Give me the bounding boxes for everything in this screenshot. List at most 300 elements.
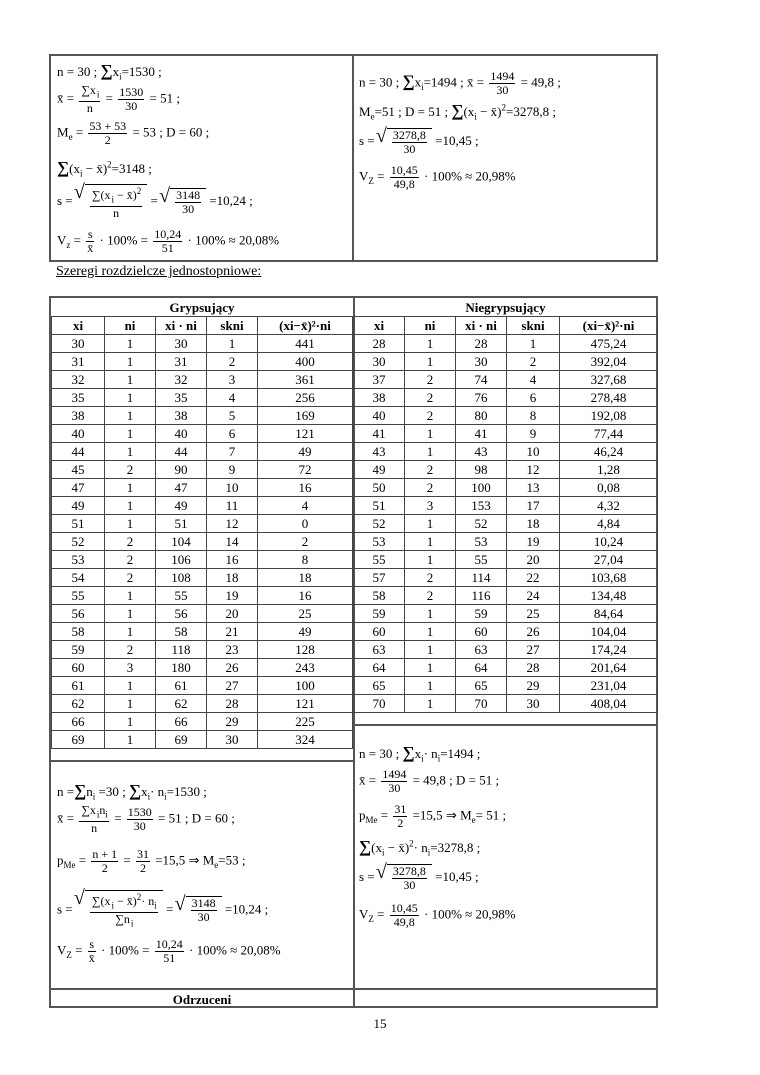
table-cell: 2 xyxy=(507,353,560,371)
table-cell: 1 xyxy=(105,425,156,443)
table-cell: 22 xyxy=(507,569,560,587)
table-cell: 26 xyxy=(207,659,258,677)
table-cell: 69 xyxy=(156,731,207,749)
table-cell: 1 xyxy=(405,551,456,569)
table-cell: 169 xyxy=(258,407,353,425)
table-cell: 104 xyxy=(156,533,207,551)
table-cell: 30 xyxy=(507,695,560,713)
table-cell: 69 xyxy=(52,731,105,749)
table-cell: 1 xyxy=(105,371,156,389)
table-cell: 63 xyxy=(354,641,405,659)
table-cell: 20 xyxy=(507,551,560,569)
sum-symbol-icon: ∑ xyxy=(402,71,415,91)
table-cell: 65 xyxy=(456,677,507,695)
table-cell: 2 xyxy=(405,389,456,407)
table-cell: 28 xyxy=(456,335,507,353)
table-cell: 118 xyxy=(156,641,207,659)
table-cell: 19 xyxy=(507,533,560,551)
table-cell: 1 xyxy=(105,479,156,497)
table-cell: 35 xyxy=(52,389,105,407)
table-cell: 4 xyxy=(507,371,560,389)
table-cell: 56 xyxy=(52,605,105,623)
table-cell: 327,68 xyxy=(560,371,658,389)
table-cell: 30 xyxy=(156,335,207,353)
table-cell: 55 xyxy=(156,587,207,605)
table-cell: 1 xyxy=(105,605,156,623)
table-cell: 51 xyxy=(52,515,105,533)
table-row xyxy=(52,533,353,551)
table-cell: 392,04 xyxy=(560,353,658,371)
table-cell: 2 xyxy=(405,569,456,587)
table-cell: 2 xyxy=(405,479,456,497)
table-cell: 18 xyxy=(507,515,560,533)
table-header-row xyxy=(52,317,353,335)
table-cell: 4 xyxy=(258,497,353,515)
table-cell: 174,24 xyxy=(560,641,658,659)
col-header: ni xyxy=(405,317,456,335)
table-cell: 1 xyxy=(207,335,258,353)
table-cell: 3 xyxy=(207,371,258,389)
table-cell: 2 xyxy=(405,461,456,479)
table-cell: 32 xyxy=(52,371,105,389)
table-cell: 121 xyxy=(258,695,353,713)
table-cell: 256 xyxy=(258,389,353,407)
table-cell: 29 xyxy=(207,713,258,731)
table-row xyxy=(354,425,658,443)
table-cell: 62 xyxy=(52,695,105,713)
sum-symbol-icon: ∑ xyxy=(100,61,113,80)
table-cell: 55 xyxy=(52,587,105,605)
table-row xyxy=(354,551,658,569)
summary-box xyxy=(49,54,658,262)
table-cell: 475,24 xyxy=(560,335,658,353)
table-cell: 55 xyxy=(354,551,405,569)
table-cell: 56 xyxy=(156,605,207,623)
table-row xyxy=(52,425,353,443)
table-cell: 49 xyxy=(52,497,105,515)
table-cell: 6 xyxy=(507,389,560,407)
col-header: skni xyxy=(207,317,258,335)
table-cell: 30 xyxy=(52,335,105,353)
right-table xyxy=(353,316,658,713)
table-row xyxy=(52,641,353,659)
table-cell: 400 xyxy=(258,353,353,371)
table-cell: 11 xyxy=(207,497,258,515)
table-cell: 53 xyxy=(52,551,105,569)
sum-symbol-icon: ∑ xyxy=(451,101,464,120)
sum-symbol-icon: ∑ xyxy=(57,158,70,177)
formula-median-right: $M_e=51$ ; D = 51 ; $\sum(x_i$ − x̄)$^2$=3278,8 ; xyxy=(359,101,556,122)
table-row xyxy=(52,551,353,569)
table-cell: 40 xyxy=(354,407,405,425)
table-cell: 2 xyxy=(405,587,456,605)
table-cell: 10,24 xyxy=(560,533,658,551)
table-cell: 38 xyxy=(156,407,207,425)
table-cell: 114 xyxy=(456,569,507,587)
table-cell: 108 xyxy=(156,569,207,587)
table-cell: 43 xyxy=(354,443,405,461)
table-cell: 49 xyxy=(258,443,353,461)
table-cell: 18 xyxy=(258,569,353,587)
table-cell: 1 xyxy=(405,641,456,659)
table-cell: 104,04 xyxy=(560,623,658,641)
table-cell: 1 xyxy=(105,353,156,371)
table-cell: 2 xyxy=(105,551,156,569)
table-cell: 46,24 xyxy=(560,443,658,461)
formula-variation-left: $V_z$ = $\frac{s}{x̄}$ · 100% = $\frac{10,24}{51}$ · 100% ≈ 20,08% xyxy=(57,227,280,255)
left-table xyxy=(51,316,353,749)
table-cell: 13 xyxy=(507,479,560,497)
table-cell: 0,08 xyxy=(560,479,658,497)
table-cell: 28 xyxy=(507,659,560,677)
table-header-row xyxy=(354,317,658,335)
formula-median-left: $M_e$ = $\frac{53 + 53}{2}$ = 53 ; D = 60 ; xyxy=(57,119,210,147)
table-cell: 27,04 xyxy=(560,551,658,569)
table-row xyxy=(354,659,658,677)
table-row xyxy=(52,407,353,425)
table-cell: 441 xyxy=(258,335,353,353)
table-row xyxy=(52,713,353,731)
table-row xyxy=(52,569,353,587)
table-cell: 1 xyxy=(405,533,456,551)
table-cell: 58 xyxy=(354,587,405,605)
table-cell: 10 xyxy=(207,479,258,497)
table-cell: 278,48 xyxy=(560,389,658,407)
col-header: ni xyxy=(105,317,156,335)
table-row xyxy=(52,335,353,353)
table-cell: 8 xyxy=(258,551,353,569)
table-cell: 5 xyxy=(207,407,258,425)
table-cell: 70 xyxy=(456,695,507,713)
table-cell: 55 xyxy=(456,551,507,569)
table-cell: 128 xyxy=(258,641,353,659)
table-cell: 59 xyxy=(354,605,405,623)
table-row xyxy=(354,569,658,587)
table-row xyxy=(354,605,658,623)
table-cell: 32 xyxy=(156,371,207,389)
table-cell: 1 xyxy=(405,353,456,371)
table-cell: 1 xyxy=(405,515,456,533)
table-cell: 30 xyxy=(354,353,405,371)
table-row xyxy=(354,641,658,659)
table-cell: 1 xyxy=(105,623,156,641)
table-cell: 192,08 xyxy=(560,407,658,425)
table-row xyxy=(354,497,658,515)
table-cell: 1 xyxy=(105,443,156,461)
table-cell: 58 xyxy=(156,623,207,641)
table-cell: 1 xyxy=(105,515,156,533)
table-cell: 2 xyxy=(105,533,156,551)
formula-n-sum-left: n = 30 ; $\sum x_i=1530$ ; xyxy=(57,61,162,82)
table-cell: 60 xyxy=(354,623,405,641)
table-cell: 44 xyxy=(156,443,207,461)
table-cell: 70 xyxy=(354,695,405,713)
table-cell: 49 xyxy=(156,497,207,515)
column-divider xyxy=(352,56,354,260)
table-cell: 53 xyxy=(456,533,507,551)
table-row xyxy=(354,695,658,713)
formula-pme-left: $p_{Me}$ = $\frac{n + 1}{2}$ = $\frac{31}{2}$ =15,5 ⇒ $M_e=53$ ; xyxy=(57,847,246,875)
table-row xyxy=(354,371,658,389)
table-row xyxy=(354,479,658,497)
sum-symbol-icon: ∑ xyxy=(359,837,372,856)
table-cell: 23 xyxy=(207,641,258,659)
table-cell: 225 xyxy=(258,713,353,731)
table-cell: 76 xyxy=(456,389,507,407)
table-cell: 324 xyxy=(258,731,353,749)
table-cell: 1 xyxy=(405,695,456,713)
table-row xyxy=(354,443,658,461)
table-cell: 40 xyxy=(52,425,105,443)
table-cell: 180 xyxy=(156,659,207,677)
formula-stddev-br: s = √ $\frac{3278,8}{30}$ =10,45 ; xyxy=(359,864,479,892)
table-cell: 84,64 xyxy=(560,605,658,623)
table-cell: 64 xyxy=(456,659,507,677)
table-cell: 31 xyxy=(52,353,105,371)
table-cell: 60 xyxy=(52,659,105,677)
table-row xyxy=(52,497,353,515)
table-cell: 44 xyxy=(52,443,105,461)
table-row xyxy=(354,623,658,641)
table-cell: 12 xyxy=(207,515,258,533)
table-cell: 37 xyxy=(354,371,405,389)
table-cell: 1 xyxy=(405,623,456,641)
table-cell: 201,64 xyxy=(560,659,658,677)
table-cell: 63 xyxy=(456,641,507,659)
formula-stddev-left: s = √ $\frac{\sum(x_i - x̄)^2}{n}$ = √ $\frac{3148}{30}$ =10,24 ; xyxy=(57,184,253,220)
table-row xyxy=(52,605,353,623)
page-number: 15 xyxy=(373,1016,387,1031)
table-cell: 43 xyxy=(456,443,507,461)
table-row xyxy=(354,407,658,425)
table-cell: 1 xyxy=(105,677,156,695)
table-row xyxy=(52,695,353,713)
table-cell: 66 xyxy=(52,713,105,731)
table-cell: 2 xyxy=(105,641,156,659)
table-cell: 30 xyxy=(207,731,258,749)
table-cell: 408,04 xyxy=(560,695,658,713)
table-row xyxy=(52,389,353,407)
table-cell: 1 xyxy=(405,425,456,443)
table-cell: 80 xyxy=(456,407,507,425)
table-cell: 16 xyxy=(207,551,258,569)
table-cell: 1 xyxy=(405,677,456,695)
table-cell: 134,48 xyxy=(560,587,658,605)
col-header: (xi−x̄)²·ni xyxy=(560,317,658,335)
col-header: xi xyxy=(52,317,105,335)
table-cell: 41 xyxy=(354,425,405,443)
table-cell: 51 xyxy=(354,497,405,515)
formula-sq-sum-left: $\sum(x_i$ − x̄)$^2$=3148 ; xyxy=(57,158,152,179)
table-cell: 30 xyxy=(456,353,507,371)
table-cell: 1 xyxy=(105,731,156,749)
table-cell: 52 xyxy=(456,515,507,533)
table-cell: 2 xyxy=(258,533,353,551)
table-cell: 116 xyxy=(456,587,507,605)
table-row xyxy=(354,587,658,605)
table-cell: 18 xyxy=(207,569,258,587)
sum-symbol-icon: ∑ xyxy=(128,781,142,800)
formula-variation-bl: $V_Z$ = $\frac{s}{x̄}$ · 100% = $\frac{10,24}{51}$ · 100% ≈ 20,08% xyxy=(57,937,281,965)
table-cell: 153 xyxy=(456,497,507,515)
col-header: skni xyxy=(507,317,560,335)
table-row xyxy=(52,731,353,749)
table-cell: 47 xyxy=(156,479,207,497)
table-cell: 40 xyxy=(156,425,207,443)
table-cell: 21 xyxy=(207,623,258,641)
table-row xyxy=(52,461,353,479)
table-cell: 72 xyxy=(258,461,353,479)
table-cell: 74 xyxy=(456,371,507,389)
table-cell: 38 xyxy=(354,389,405,407)
table-cell: 100 xyxy=(258,677,353,695)
table-cell: 1 xyxy=(105,713,156,731)
table-cell: 38 xyxy=(52,407,105,425)
table-cell: 45 xyxy=(52,461,105,479)
table-row xyxy=(354,335,658,353)
table-cell: 98 xyxy=(456,461,507,479)
table-cell: 1 xyxy=(105,335,156,353)
table-cell: 2 xyxy=(105,569,156,587)
formula-sq-sum-right: $\sum(x_i$ − x̄)$^2$· $n_i=3278,8$ ; xyxy=(359,837,481,858)
table-row xyxy=(52,659,353,677)
formula-variation-right: $V_Z$ = $\frac{10,45}{49,8}$ · 100% ≈ 20,98% xyxy=(359,163,516,191)
formula-n-left: $n =\sum n_i =30$ ; $\sum x_i\cdot n_i=1530$ ; xyxy=(57,781,207,802)
formula-mean-br: x̄ = $\frac{1494}{30}$ = 49,8 ; D = 51 ; xyxy=(359,767,500,795)
table-cell: 28 xyxy=(207,695,258,713)
table-cell: 24 xyxy=(507,587,560,605)
table-cell: 2 xyxy=(405,371,456,389)
table-cell: 1 xyxy=(405,659,456,677)
table-cell: 1 xyxy=(405,605,456,623)
col-header: (xi−x̄)²·ni xyxy=(258,317,353,335)
table-cell: 49 xyxy=(258,623,353,641)
table-cell: 20 xyxy=(207,605,258,623)
table-cell: 27 xyxy=(507,641,560,659)
right-group-header: Niegrypsujący xyxy=(465,300,546,315)
table-cell: 3 xyxy=(405,497,456,515)
table-cell: 2 xyxy=(405,407,456,425)
table-cell: 1 xyxy=(105,695,156,713)
table-row xyxy=(354,353,658,371)
table-cell: 61 xyxy=(156,677,207,695)
col-header: xi xyxy=(354,317,405,335)
table-row xyxy=(354,677,658,695)
table-cell: 31 xyxy=(156,353,207,371)
table-row xyxy=(354,515,658,533)
table-cell: 1 xyxy=(405,443,456,461)
table-row xyxy=(354,533,658,551)
table-cell: 4 xyxy=(207,389,258,407)
table-row xyxy=(354,389,658,407)
table-cell: 50 xyxy=(354,479,405,497)
table-cell: 10 xyxy=(507,443,560,461)
table-cell: 7 xyxy=(207,443,258,461)
table-row xyxy=(354,461,658,479)
table-cell: 1 xyxy=(507,335,560,353)
footer-label: Odrzuceni xyxy=(172,992,232,1007)
table-cell: 57 xyxy=(354,569,405,587)
table-cell: 59 xyxy=(456,605,507,623)
table-cell: 51 xyxy=(156,515,207,533)
table-cell: 1 xyxy=(105,407,156,425)
table-cell: 17 xyxy=(507,497,560,515)
formula-mean-bl: x̄ = $\frac{\sum x_in_i}{n}$ = $\frac{1530}{30}$ = 51 ; D = 60 ; xyxy=(57,803,235,836)
table-cell: 52 xyxy=(52,533,105,551)
col-header: xi · ni xyxy=(456,317,507,335)
table-cell: 106 xyxy=(156,551,207,569)
table-cell: 60 xyxy=(456,623,507,641)
section-title: Szeregi rozdzielcze jednostopniowe: xyxy=(56,264,262,279)
formula-rule xyxy=(51,760,353,762)
table-cell: 1 xyxy=(105,389,156,407)
table-cell: 62 xyxy=(156,695,207,713)
table-cell: 64 xyxy=(354,659,405,677)
table-cell: 41 xyxy=(456,425,507,443)
table-cell: 231,04 xyxy=(560,677,658,695)
formula-variation-br: $V_Z$ = $\frac{10,45}{49,8}$ · 100% ≈ 20,98% xyxy=(359,901,516,929)
table-cell: 2 xyxy=(207,353,258,371)
table-cell: 8 xyxy=(507,407,560,425)
table-cell: 100 xyxy=(456,479,507,497)
table-cell: 121 xyxy=(258,425,353,443)
table-row xyxy=(52,677,353,695)
table-cell: 1 xyxy=(105,587,156,605)
table-cell: 103,68 xyxy=(560,569,658,587)
formula-mean-left: x̄ = $\frac{\sum x_i}{n}$ = $\frac{1530}{30}$ = 51 ; xyxy=(57,83,180,116)
table-cell: 66 xyxy=(156,713,207,731)
formula-n-right: n = 30 ; $\sum x_i\cdot n_i=1494$ ; xyxy=(359,743,481,764)
table-row xyxy=(52,443,353,461)
table-cell: 12 xyxy=(507,461,560,479)
table-row xyxy=(52,479,353,497)
table-cell: 361 xyxy=(258,371,353,389)
table-cell: 3 xyxy=(105,659,156,677)
table-cell: 243 xyxy=(258,659,353,677)
table-cell: 14 xyxy=(207,533,258,551)
formula-n-sum-right: n = 30 ; $\sum x_i=1494$ ; x̄ = $\frac{1494}{30}$ = 49,8 ; xyxy=(359,69,561,97)
table-cell: 25 xyxy=(258,605,353,623)
table-cell: 61 xyxy=(52,677,105,695)
table-cell: 25 xyxy=(507,605,560,623)
formula-stddev-bl: s = √ $\frac{\sum(x_i - x̄)^2\cdot n_i}{\sum n_i}$ = √ $\frac{3148}{30}$ =10,24 ; xyxy=(57,890,268,931)
table-row xyxy=(52,587,353,605)
table-cell: 90 xyxy=(156,461,207,479)
table-cell: 16 xyxy=(258,587,353,605)
table-cell: 53 xyxy=(354,533,405,551)
table-cell: 19 xyxy=(207,587,258,605)
table-cell: 0 xyxy=(258,515,353,533)
table-cell: 47 xyxy=(52,479,105,497)
table-cell: 26 xyxy=(507,623,560,641)
table-cell: 9 xyxy=(207,461,258,479)
table-cell: 77,44 xyxy=(560,425,658,443)
table-cell: 1,28 xyxy=(560,461,658,479)
formula-pme-right: $p_{Me}$ = $\frac{31}{2}$ =15,5 ⇒ $M_e= 51$ ; xyxy=(359,802,507,830)
table-cell: 2 xyxy=(105,461,156,479)
table-cell: 4,32 xyxy=(560,497,658,515)
table-row xyxy=(52,353,353,371)
table-cell: 65 xyxy=(354,677,405,695)
table-cell: 52 xyxy=(354,515,405,533)
footer-rule xyxy=(51,988,656,990)
table-row xyxy=(52,515,353,533)
table-cell: 4,84 xyxy=(560,515,658,533)
table-cell: 27 xyxy=(207,677,258,695)
formula-stddev-right: s = √ $\frac{3278,8}{30}$ =10,45 ; xyxy=(359,128,479,156)
table-cell: 58 xyxy=(52,623,105,641)
table-cell: 54 xyxy=(52,569,105,587)
